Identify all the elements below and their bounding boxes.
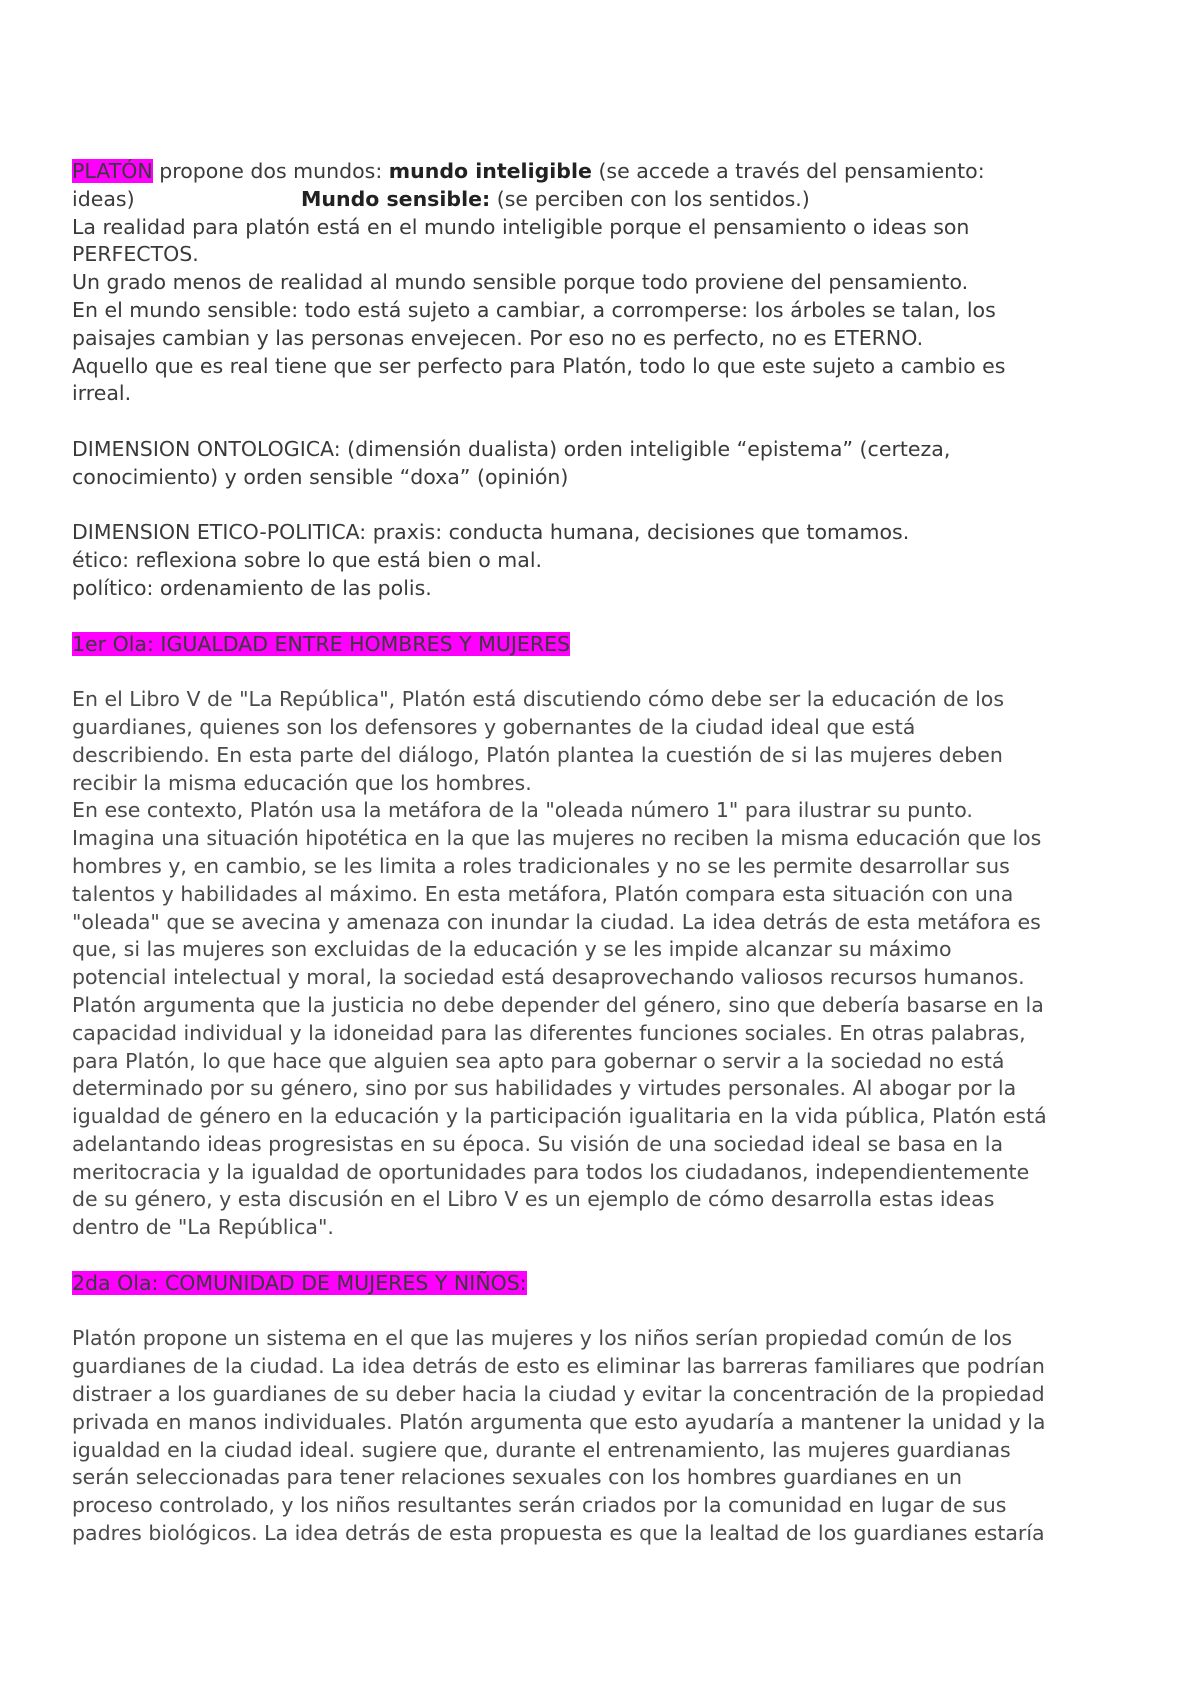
intro-line-3: La realidad para platón está en el mundo inteligible porque el pensamiento o ideas son xyxy=(72,214,970,239)
paragraph-line: adelantando ideas progresistas en su época. Su visión de una sociedad ideal se basa en la xyxy=(72,1131,1004,1156)
paragraph-line: igualdad de género en la educación y la participación igualitaria en la vida pública, Platón está xyxy=(72,1104,1047,1129)
paragraph-line: describiendo. En esta parte del diálogo, Platón plantea la cuestión de si las mujeres deben xyxy=(72,742,1003,767)
paragraph-line: "oleada" que se avecina y amenaza con inundar la ciudad. La idea detrás de esta metáfora es xyxy=(72,909,1041,934)
paragraph-line: distraer a los guardianes de su deber hacia la ciudad y evitar la concentración de la propiedad xyxy=(72,1382,1045,1407)
ola1-heading: 1er Ola: IGUALDAD ENTRE HOMBRES Y MUJERES xyxy=(72,631,571,656)
ontologica-line-1: DIMENSION ONTOLOGICA: (dimensión dualista) orden inteligible “epistema” (certeza, xyxy=(72,436,951,461)
paragraph-line: privada en manos individuales. Platón argumenta que esto ayudaría a mantener la unidad y la xyxy=(72,1409,1046,1434)
intro-line-5: Un grado menos de realidad al mundo sensible porque todo proviene del pensamiento. xyxy=(72,270,969,295)
spacer xyxy=(72,492,1137,520)
spacer xyxy=(72,658,1137,686)
paragraph-line: capacidad individual y la idoneidad para las diferentes funciones sociales. En otras palabras, xyxy=(72,1020,1026,1045)
etico-line-1: DIMENSION ETICO-POLITICA: praxis: conducta humana, decisiones que tomamos. xyxy=(72,520,910,545)
ola2-heading: 2da Ola: COMUNIDAD DE MUJERES Y NIÑOS: xyxy=(72,1270,527,1295)
paragraph-line: dentro de "La República". xyxy=(72,1215,334,1240)
paragraph-line: En el Libro V de "La República", Platón está discutiendo cómo debe ser la educación de los xyxy=(72,687,1005,712)
paragraph-line: guardianes, quienes son los defensores y gobernantes de la ciudad ideal que está xyxy=(72,714,916,739)
mundo-sensible-term: Mundo sensible: xyxy=(301,186,491,211)
ontologica-line-2: conocimiento) y orden sensible “doxa” (opinión) xyxy=(72,464,569,489)
intro-line-4: PERFECTOS. xyxy=(72,242,199,267)
paragraph-line: de su género, y esta discusión en el Libro V es un ejemplo de cómo desarrolla estas ideas xyxy=(72,1187,995,1212)
paragraph-line: meritocracia y la igualdad de oportunidades para todos los ciudadanos, independientemente xyxy=(72,1159,1030,1184)
etico-line-3: político: ordenamiento de las polis. xyxy=(72,575,432,600)
etico-line-2: ético: reflexiona sobre lo que está bien o mal. xyxy=(72,548,543,573)
paragraph-line: potencial intelectual y moral, la sociedad está desaprovechando valiosos recursos humanos. xyxy=(72,965,1025,990)
intro-line-9: irreal. xyxy=(72,381,132,406)
paragraph-line: talentos y habilidades al máximo. En esta metáfora, Platón compara esta situación con una xyxy=(72,881,1014,906)
paragraph-line: que, si las mujeres son excluidas de la educación y se les impide alcanzar su máximo xyxy=(72,937,952,962)
paragraph-line: determinado por su género, sino por sus habilidades y virtudes personales. Al abogar por la xyxy=(72,1076,1017,1101)
paragraph-line: para Platón, lo que hace que alguien sea apto para gobernar o servir a la sociedad no está xyxy=(72,1048,1005,1073)
paragraph-line: proceso controlado, y los niños resultantes serán criados por la comunidad en lugar de sus xyxy=(72,1493,1007,1518)
spacer xyxy=(72,408,1137,436)
paragraph-line: guardianes de la ciudad. La idea detrás de esto es eliminar las barreras familiares que podrían xyxy=(72,1354,1045,1379)
document-page xyxy=(72,158,1137,1548)
ola1-paragraph xyxy=(72,686,1137,1242)
platon-highlight: PLATÓN xyxy=(72,159,153,183)
intro-line-1: PLATÓN propone dos mundos: mundo inteligible (se accede a través del pensamiento: xyxy=(72,159,985,183)
paragraph-line: igualdad en la ciudad ideal. sugiere que, durante el entrenamiento, las mujeres guardianas xyxy=(72,1437,1011,1462)
paragraph-line: Imagina una situación hipotética en la que las mujeres no reciben la misma educación que los xyxy=(72,826,1042,851)
intro-line-8: Aquello que es real tiene que ser perfecto para Platón, todo lo que este sujeto a cambio es xyxy=(72,353,1006,378)
intro-line-7: paisajes cambian y las personas envejecen. Por eso no es perfecto, no es ETERNO. xyxy=(72,325,924,350)
ola2-paragraph xyxy=(72,1325,1137,1547)
spacer xyxy=(72,1242,1137,1270)
paragraph-line: Platón argumenta que la justicia no debe depender del género, sino que debería basarse en la xyxy=(72,992,1044,1017)
paragraph-line: En ese contexto, Platón usa la metáfora de la "oleada número 1" para ilustrar su punto. xyxy=(72,798,973,823)
intro-line-2: ideas) Mundo sensible: (se perciben con los sentidos.) xyxy=(72,186,810,211)
spacer xyxy=(72,603,1137,631)
intro-line-6: En el mundo sensible: todo está sujeto a cambiar, a corromperse: los árboles se talan, los xyxy=(72,297,996,322)
paragraph-line: hombres y, en cambio, se les limita a roles tradicionales y no se les permite desarrollar sus xyxy=(72,853,1010,878)
mundo-inteligible-term: mundo inteligible xyxy=(388,159,592,183)
paragraph-line: padres biológicos. La idea detrás de esta propuesta es que la lealtad de los guardianes estaría xyxy=(72,1521,1045,1546)
spacer xyxy=(72,1298,1137,1326)
paragraph-line: recibir la misma educación que los hombres. xyxy=(72,770,532,795)
paragraph-line: serán seleccionadas para tener relaciones sexuales con los hombres guardianes en un xyxy=(72,1465,962,1490)
paragraph-line: Platón propone un sistema en el que las mujeres y los niños serían propiedad común de los xyxy=(72,1326,1013,1351)
